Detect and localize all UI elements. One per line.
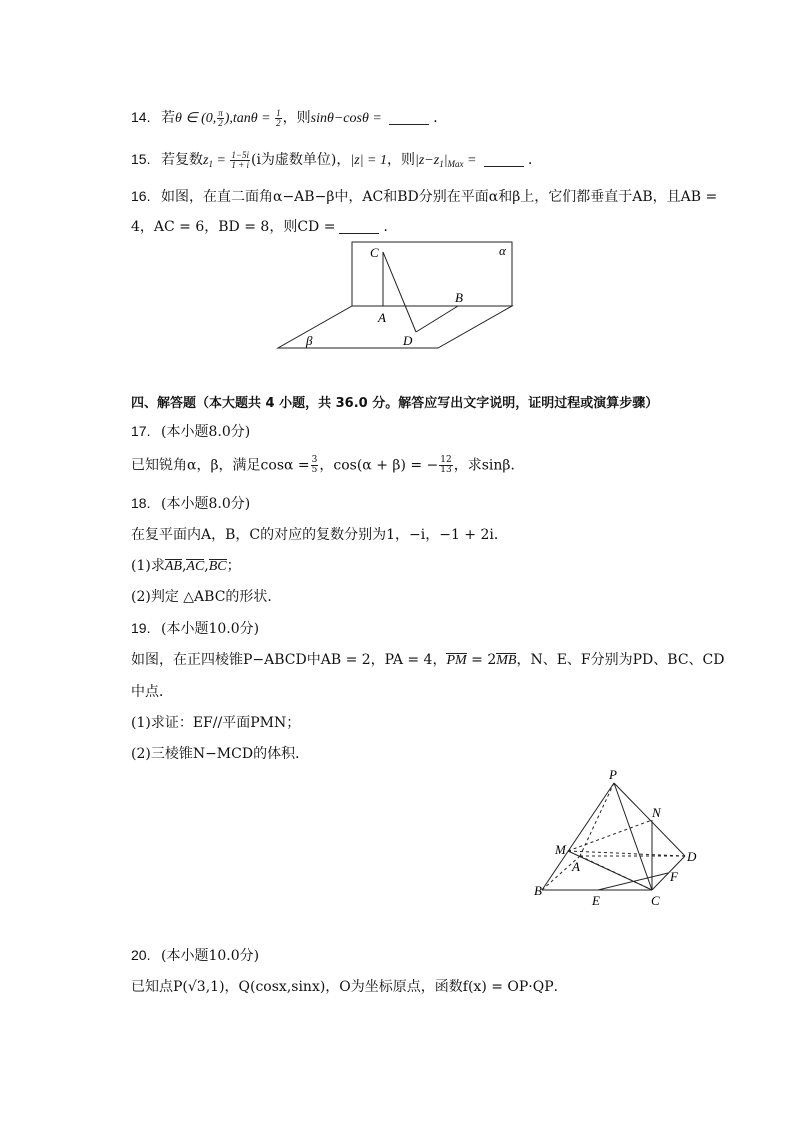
question-16-line1 bbox=[131, 187, 717, 206]
q14-expression: sinθ−cosθ = bbox=[310, 111, 386, 126]
edge-pc bbox=[614, 783, 652, 890]
q15-suffix: ． bbox=[528, 152, 542, 168]
segment-mn bbox=[568, 820, 652, 851]
q16-suffix: ． bbox=[383, 219, 398, 235]
question-17-header bbox=[131, 422, 250, 441]
question-19-text2: 中点． bbox=[131, 684, 173, 700]
fraction-3-5: $\frac{3}{5}$ bbox=[311, 455, 318, 475]
question-18-text: 在复平面内A，B，C的对应的复数分别为1，−i，−1 + 2i． bbox=[131, 527, 508, 543]
q19-text-b: ，N、E、F分别为PD、BC、CD bbox=[516, 652, 725, 668]
label-m: M bbox=[555, 842, 566, 857]
vector-ac: AC bbox=[186, 559, 205, 574]
question-17-text bbox=[131, 456, 525, 475]
score-label: (本小题10.0分) bbox=[161, 621, 260, 637]
label-c: C bbox=[651, 893, 660, 908]
label-a: A bbox=[378, 310, 386, 325]
answer-blank bbox=[484, 152, 524, 167]
q18-p1a: (1)求 bbox=[131, 558, 165, 574]
label-b: B bbox=[534, 883, 542, 898]
label-b: B bbox=[455, 290, 463, 305]
question-18-part2: (2)判定 △ABC的形状． bbox=[131, 589, 282, 605]
question-number: 16. bbox=[131, 188, 151, 204]
q15-z1: $z_1$ = $\frac{1-5i}{1 + i}$ bbox=[203, 150, 249, 171]
q15-mid: ，则 bbox=[386, 152, 415, 168]
question-19-part2: (2)三棱锥N−MCD的体积． bbox=[131, 746, 310, 762]
label-alpha: α bbox=[499, 243, 506, 258]
question-19-part1: (1)求证：EF//平面PMN； bbox=[131, 715, 301, 731]
question-18-header bbox=[131, 494, 250, 513]
label-d: D bbox=[403, 333, 413, 348]
edge-cd bbox=[652, 856, 685, 890]
label-beta: β bbox=[306, 333, 313, 348]
question-number: 14. bbox=[131, 109, 151, 125]
segment-bd bbox=[416, 306, 458, 332]
q19-text-a: 如图，在正四棱锥P−ABCD中AB = 2，PA = 4， bbox=[131, 652, 447, 668]
q16-text2: 4，AC = 6，BD = 8，则CD = bbox=[131, 219, 336, 235]
q15-prefix: 若复数 bbox=[161, 152, 203, 168]
q14-mid: ，则 bbox=[282, 110, 311, 126]
q18-p1b: ； bbox=[226, 558, 241, 574]
vector-bc: BC bbox=[208, 559, 227, 574]
question-18-part1: (1)求AB,AC,BC； bbox=[131, 558, 241, 574]
vector-ab: AB bbox=[164, 559, 182, 574]
question-14 bbox=[131, 108, 447, 128]
pyramid-figure bbox=[530, 765, 710, 915]
question-16-line2 bbox=[131, 218, 397, 236]
label-c: C bbox=[370, 245, 379, 260]
fraction-12-13: $\frac{12}{13}$ bbox=[440, 455, 452, 475]
q17-text-a: 已知锐角α，β，满足cosα = bbox=[131, 457, 310, 474]
question-20-text: 已知点P(√3,1)，Q(cosx,sinx)，O为坐标原点，函数f(x) = OP·QP． bbox=[131, 979, 568, 995]
question-20-header bbox=[131, 946, 259, 965]
question-number: 20. bbox=[131, 947, 151, 963]
dihedral-figure bbox=[270, 238, 530, 358]
label-a: A bbox=[572, 859, 580, 874]
label-n: N bbox=[652, 805, 661, 820]
question-number: 19. bbox=[131, 620, 151, 636]
q16-text: 如图，在直二面角α−AB−β中，AC和BD分别在平面α和β上，它们都垂直于AB，且AB = bbox=[161, 189, 718, 205]
label-f: F bbox=[670, 869, 678, 884]
vector-pm: PM bbox=[446, 653, 467, 668]
question-number: 18. bbox=[131, 495, 151, 511]
label-d: D bbox=[687, 849, 697, 864]
q15-paren: (i为虚数单位)， bbox=[250, 152, 351, 168]
answer-blank bbox=[339, 219, 379, 234]
answer-blank bbox=[389, 110, 429, 125]
q15-modulus: |z| = 1 bbox=[350, 153, 387, 168]
q15-max-expr: $|z-z_1|_{Max}$ = bbox=[414, 153, 480, 169]
question-19-header bbox=[131, 619, 259, 638]
question-19-text: 如图，在正四棱锥P−ABCD中AB = 2，PA = 4，PM = 2MB，N、E、F分别为PD、BC、CD bbox=[131, 652, 725, 668]
score-label: (本小题10.0分) bbox=[161, 948, 260, 964]
q17-text-b: ，cos(α + β) = − bbox=[319, 457, 439, 474]
score-label: (本小题8.0分) bbox=[161, 424, 251, 440]
question-number: 15. bbox=[131, 151, 151, 167]
q14-prefix: 若 bbox=[161, 110, 175, 126]
segment-md bbox=[568, 851, 685, 856]
label-p: P bbox=[609, 767, 617, 782]
question-number: 17. bbox=[131, 423, 151, 439]
section-title: 四、解答题（本大题共 4 小题，共 36.0 分。解答应写出文字说明，证明过程或演算步骤） bbox=[131, 396, 659, 411]
plane-beta bbox=[278, 306, 512, 348]
question-15 bbox=[131, 150, 542, 173]
q14-condition: θ ∈ (0, $\frac{\pi}{2}$ ),tanθ = $\frac{1}{2}$ bbox=[175, 108, 281, 129]
label-e: E bbox=[592, 893, 600, 908]
q14-suffix: ． bbox=[433, 110, 448, 126]
edge-pd bbox=[614, 783, 685, 856]
segment-cd bbox=[383, 252, 416, 332]
q17-text-c: ，求sinβ． bbox=[453, 457, 525, 474]
score-label: (本小题8.0分) bbox=[161, 496, 251, 512]
vector-mb: MB bbox=[496, 653, 517, 668]
segment-ef bbox=[598, 873, 668, 890]
segment-mc bbox=[568, 851, 652, 890]
